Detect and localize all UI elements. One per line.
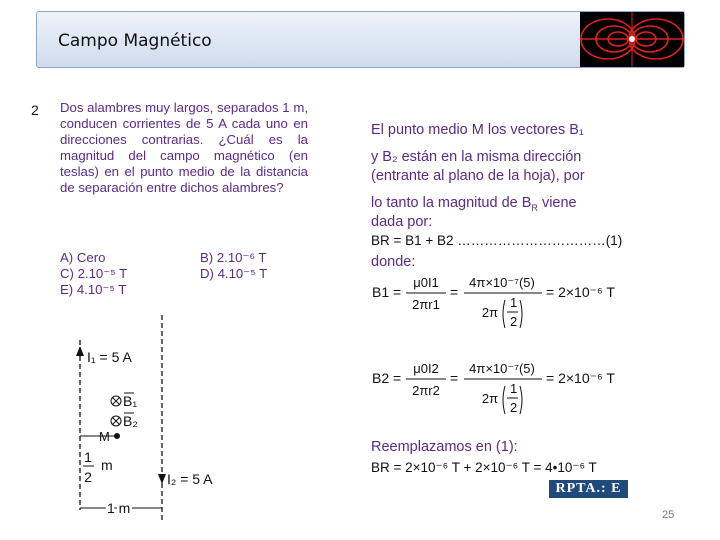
b1-val-den: 2π <box>481 305 499 320</box>
equation-1: BR = B1 + B2 ……………………………(1) <box>371 233 623 248</box>
solution-line-1: El punto medio M los vectores B₁ <box>371 122 584 138</box>
b2-frac-num: μ0I2 <box>413 361 439 376</box>
half-denominator: 2 <box>84 469 92 485</box>
slide-header <box>36 11 685 68</box>
svg-text:2: 2 <box>510 400 518 415</box>
answer-label: RPTA.: E <box>555 481 622 496</box>
solution-line-2: y B₂ están en la misma dirección <box>371 149 582 165</box>
separation-label: 1 m <box>107 500 131 516</box>
svg-text:=: = <box>450 284 459 300</box>
b2-result: = 2×10⁻⁶ T <box>546 370 615 386</box>
b1-result: = 2×10⁻⁶ T <box>546 284 615 300</box>
b2-frac-den: 2πr2 <box>412 383 440 398</box>
b1-val-num: 4π×10⁻⁷(5) <box>469 275 535 290</box>
slide-title: Campo Magnético <box>58 31 212 51</box>
b2-val-den: 2π <box>481 391 499 406</box>
option-a: A) Cero <box>60 250 106 265</box>
b1-frac-den: 2πr1 <box>412 297 440 312</box>
option-e: E) 4.10⁻⁵ T <box>60 282 127 297</box>
current-up-arrow-icon <box>76 346 84 356</box>
solution-line-4: lo tanto la magnitud de $B_R$ viene <box>371 195 577 213</box>
current-i2-label: I₂ = 5 A <box>167 471 213 487</box>
svg-text:1: 1 <box>510 295 518 310</box>
answer-badge <box>549 480 628 498</box>
half-numerator: 1 <box>84 449 92 465</box>
current-down-arrow-icon <box>158 474 166 484</box>
problem-number: 2 <box>31 102 39 118</box>
equation-b1 <box>370 270 635 335</box>
solution-line-3: (entrante al plano de la hoja), por <box>371 168 585 184</box>
svg-text:=: = <box>450 370 459 386</box>
equation-b2 <box>370 356 635 421</box>
svg-text:2: 2 <box>510 314 518 329</box>
donde-label: donde: <box>371 254 416 270</box>
magnetic-field-image <box>580 12 684 67</box>
midpoint-m-label: M <box>99 429 110 444</box>
b1-label: B₁ <box>123 393 138 409</box>
reemplazamos-label: Reemplazamos en (1): <box>371 439 518 455</box>
svg-text:1: 1 <box>510 381 518 396</box>
b1-lhs: B1 = <box>372 284 402 300</box>
wires-diagram <box>70 310 250 525</box>
half-unit: m <box>101 457 113 473</box>
current-i1-label: I₁ = 5 A <box>87 349 132 365</box>
page-number: 25 <box>662 509 675 521</box>
b2-lhs: B2 = <box>372 370 402 386</box>
option-b: B) 2.10⁻⁶ T <box>200 250 267 265</box>
dipole-field-icon <box>580 12 684 67</box>
problem-statement: Dos alambres muy largos, separados 1 m, conducen corrientes de 5 A cada uno en direcciones contrarias. ¿Cuál es la magnitud del campo magnético (en teslas) en el punto medio de la distancia de separación entre dichos alambres? <box>60 100 308 195</box>
solution-line-5: dada por: <box>371 214 433 230</box>
option-d: D) 4.10⁻⁵ T <box>200 266 268 281</box>
final-equation: BR = 2×10⁻⁶ T + 2×10⁻⁶ T = 4•10⁻⁶ T <box>371 460 597 475</box>
option-c: C) 2.10⁻⁵ T <box>60 266 128 281</box>
b1-frac-num: μ0I1 <box>413 275 439 290</box>
b2-val-num: 4π×10⁻⁷(5) <box>469 361 535 376</box>
b2-label: B₂ <box>123 413 138 429</box>
